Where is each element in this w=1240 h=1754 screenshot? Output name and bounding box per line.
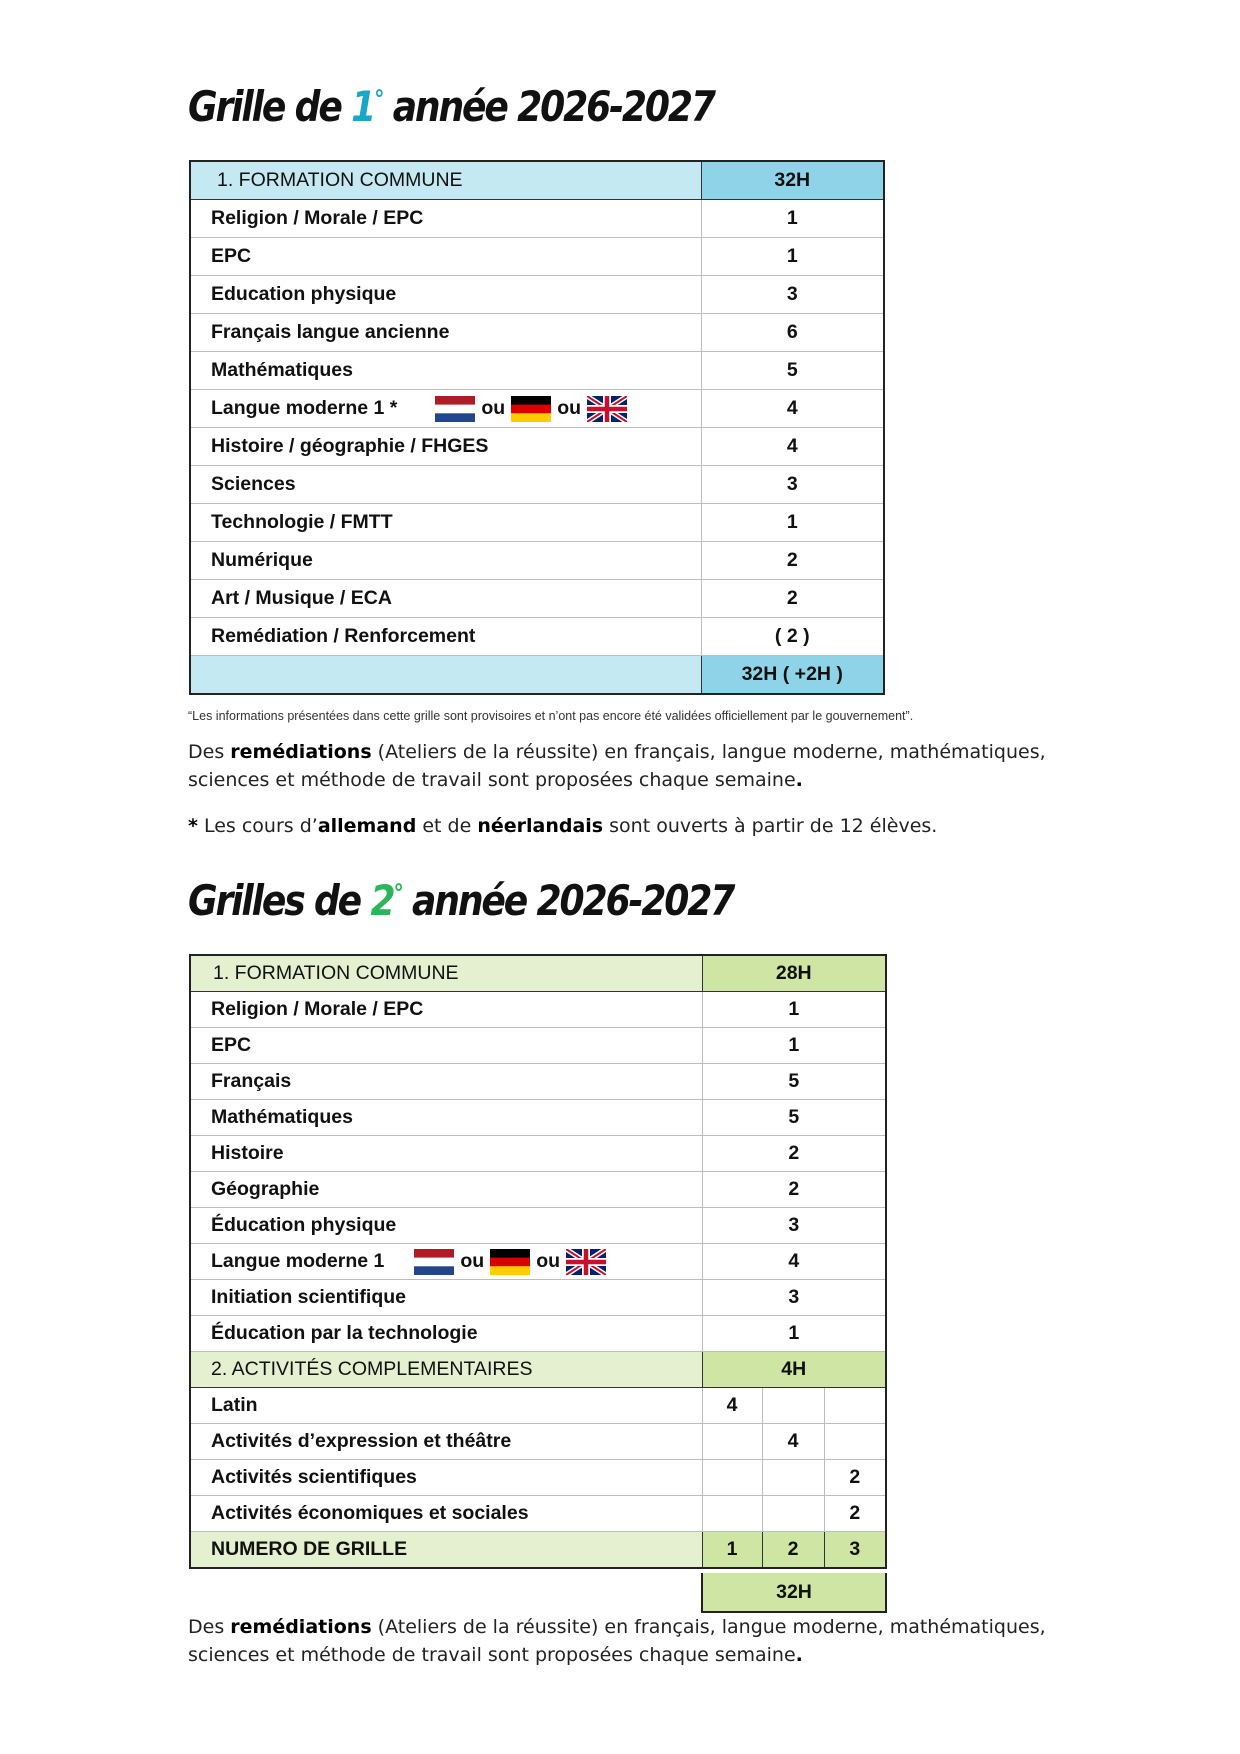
activity-g2 — [762, 1460, 824, 1496]
text-bold: remédiations — [230, 1616, 372, 1638]
activity-g3: 2 — [824, 1496, 886, 1532]
row-value: 4 — [701, 428, 884, 466]
row-label: Religion / Morale / EPC — [190, 200, 701, 238]
footer-total: 32H ( +2H ) — [701, 656, 884, 695]
language-flags — [435, 396, 627, 422]
netherlands-flag-icon — [435, 396, 475, 422]
table-row — [190, 276, 884, 314]
total-hours-year2: 32H — [701, 1573, 887, 1613]
activity-label: Activités d’expression et théâtre — [190, 1424, 702, 1460]
activities-header-label: 2. ACTIVITÉS COMPLEMENTAIRES — [190, 1352, 702, 1388]
activity-row — [190, 1460, 886, 1496]
table-row — [190, 1280, 886, 1316]
activity-g1: 4 — [702, 1388, 762, 1424]
row-value: 2 — [701, 580, 884, 618]
language-flags — [414, 1249, 606, 1275]
table-row — [190, 428, 884, 466]
activity-g1 — [702, 1496, 762, 1532]
section2-title — [188, 876, 733, 925]
title-suffix: année 2026-2027 — [382, 82, 714, 131]
row-label: Langue moderne 1 * — [211, 396, 398, 419]
row-value: 1 — [702, 1316, 886, 1352]
row-value: 4 — [702, 1244, 886, 1280]
activity-g3 — [824, 1388, 886, 1424]
row-label: Numérique — [190, 542, 701, 580]
table-row — [190, 1244, 886, 1280]
activity-g3: 2 — [824, 1460, 886, 1496]
germany-flag-icon — [490, 1249, 530, 1275]
activity-g1 — [702, 1424, 762, 1460]
row-value: 1 — [701, 200, 884, 238]
grille-1: 1 — [702, 1532, 762, 1569]
note-bold-allemand: allemand — [317, 815, 417, 837]
row-value: 2 — [702, 1172, 886, 1208]
table-row — [190, 200, 884, 238]
activities-header-row — [190, 1352, 886, 1388]
text-pre: Des — [188, 741, 231, 763]
title-prefix: Grille de — [188, 82, 352, 131]
table-row — [190, 1172, 886, 1208]
row-label: Histoire / géographie / FHGES — [190, 428, 701, 466]
text-end: . — [795, 1644, 803, 1666]
row-value: 2 — [701, 542, 884, 580]
header-label: 1. FORMATION COMMUNE — [190, 161, 701, 200]
row-value: 1 — [701, 238, 884, 276]
row-value: 6 — [701, 314, 884, 352]
row-value: 3 — [701, 276, 884, 314]
header-value: 32H — [701, 161, 884, 200]
table-row — [190, 1136, 886, 1172]
row-label: Langue moderne 1 — [211, 1249, 385, 1272]
table-row — [190, 504, 884, 542]
row-value: 3 — [701, 466, 884, 504]
table-row — [190, 1208, 886, 1244]
grid-table-year2 — [189, 954, 887, 1569]
row-value: 4 — [701, 390, 884, 428]
row-label: Français — [190, 1064, 702, 1100]
row-value: 3 — [702, 1280, 886, 1316]
ou-text: ou — [481, 397, 506, 419]
activities-header-value: 4H — [702, 1352, 886, 1388]
activity-label: Latin — [190, 1388, 702, 1424]
activity-row — [190, 1424, 886, 1460]
row-label: Initiation scientifique — [190, 1280, 702, 1316]
row-value: 1 — [702, 1028, 886, 1064]
activity-row — [190, 1388, 886, 1424]
row-label: Sciences — [190, 466, 701, 504]
table-row — [190, 352, 884, 390]
table-row — [190, 992, 886, 1028]
table-footer-row — [190, 656, 884, 695]
row-label: Religion / Morale / EPC — [190, 992, 702, 1028]
title-number: 2 — [370, 876, 394, 925]
uk-flag-icon — [566, 1249, 606, 1275]
row-label: Mathématiques — [190, 1100, 702, 1136]
activity-label: Activités économiques et sociales — [190, 1496, 702, 1532]
text-pre: Des — [188, 1616, 231, 1638]
row-label: Histoire — [190, 1136, 702, 1172]
table-row — [190, 1316, 886, 1352]
table-row — [190, 542, 884, 580]
row-label: Technologie / FMTT — [190, 504, 701, 542]
text-post: (Ateliers de la réussite) en français, langue moderne, mathématiques, sciences et méthode de travail sont proposées chaque semaine — [188, 1616, 1046, 1666]
activity-label: Activités scientifiques — [190, 1460, 702, 1496]
row-label: Éducation par la technologie — [190, 1316, 702, 1352]
row-label: Français langue ancienne — [190, 314, 701, 352]
row-label: Mathématiques — [190, 352, 701, 390]
table-row — [190, 314, 884, 352]
title-prefix: Grilles de — [188, 876, 371, 925]
note-text: Les cours d’ — [197, 815, 318, 837]
remediation-paragraph-2 — [188, 1613, 1088, 1669]
table-row — [190, 390, 884, 428]
ou-text: ou — [536, 1250, 561, 1272]
text-end: . — [795, 769, 803, 791]
grille-3: 3 — [824, 1532, 886, 1569]
row-value: 3 — [702, 1208, 886, 1244]
disclaimer-text: “Les informations présentées dans cette grille sont provisoires et n’ont pas encore été validées officiellement par le gouvernement”. — [188, 709, 914, 723]
title-number: 1 — [351, 82, 375, 131]
uk-flag-icon — [587, 396, 627, 422]
row-value: 5 — [701, 352, 884, 390]
note-text: et de — [416, 815, 478, 837]
title-degree: ° — [393, 879, 402, 907]
row-value: 5 — [702, 1064, 886, 1100]
row-value: 1 — [701, 504, 884, 542]
remediation-paragraph-1 — [188, 738, 1088, 794]
activity-g3 — [824, 1424, 886, 1460]
grille-number-row — [190, 1532, 886, 1569]
germany-flag-icon — [511, 396, 551, 422]
row-value: 1 — [702, 992, 886, 1028]
table-row — [190, 580, 884, 618]
grid-table-year1 — [189, 160, 885, 695]
ou-text: ou — [460, 1250, 485, 1272]
title-suffix: année 2026-2027 — [401, 876, 734, 925]
table-row — [190, 466, 884, 504]
activity-row — [190, 1496, 886, 1532]
row-label: Education physique — [190, 276, 701, 314]
section1-title — [188, 82, 714, 131]
row-label: Art / Musique / ECA — [190, 580, 701, 618]
table-row — [190, 1100, 886, 1136]
row-value: ( 2 ) — [701, 618, 884, 656]
table-row — [190, 618, 884, 656]
row-value: 5 — [702, 1100, 886, 1136]
note-bold-neerlandais: néerlandais — [477, 815, 604, 837]
row-label: Remédiation / Renforcement — [190, 618, 701, 656]
ou-text: ou — [557, 397, 582, 419]
row-label: Géographie — [190, 1172, 702, 1208]
text-bold: remédiations — [230, 741, 372, 763]
activity-g2 — [762, 1388, 824, 1424]
row-label-cell — [190, 390, 701, 428]
activity-g2: 4 — [762, 1424, 824, 1460]
table-header-row — [190, 955, 886, 992]
language-note — [188, 812, 1088, 840]
row-label: EPC — [190, 1028, 702, 1064]
grille-label: NUMERO DE GRILLE — [190, 1532, 702, 1569]
activity-g1 — [702, 1460, 762, 1496]
row-label: Éducation physique — [190, 1208, 702, 1244]
text-post: (Ateliers de la réussite) en français, langue moderne, mathématiques, sciences et méthode de travail sont proposées chaque semaine — [188, 741, 1046, 791]
note-star: * — [188, 815, 198, 837]
netherlands-flag-icon — [414, 1249, 454, 1275]
grille-2: 2 — [762, 1532, 824, 1569]
note-text: sont ouverts à partir de 12 élèves. — [603, 815, 938, 837]
table-header-row — [190, 161, 884, 200]
header-label: 1. FORMATION COMMUNE — [190, 955, 702, 992]
table-row — [190, 238, 884, 276]
row-value: 2 — [702, 1136, 886, 1172]
table-row — [190, 1028, 886, 1064]
row-label-cell — [190, 1244, 702, 1280]
activity-g2 — [762, 1496, 824, 1532]
table-row — [190, 1064, 886, 1100]
title-degree: ° — [374, 85, 383, 113]
footer-label — [190, 656, 701, 695]
header-value: 28H — [702, 955, 886, 992]
row-label: EPC — [190, 238, 701, 276]
